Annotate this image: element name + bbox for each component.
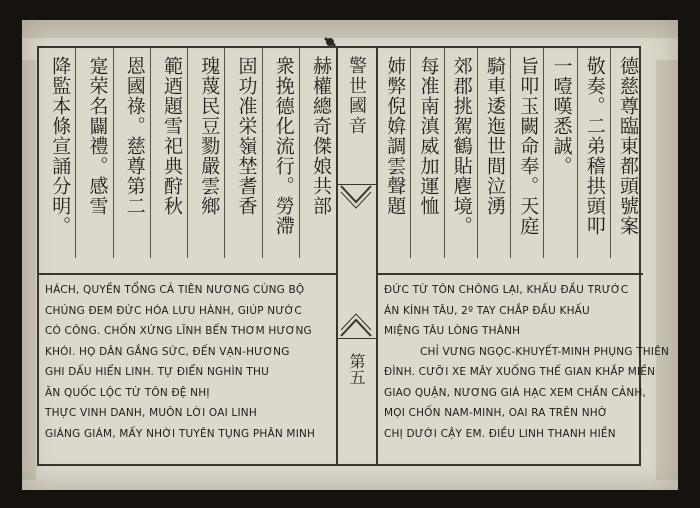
- fishtail-mark-icon: [339, 186, 373, 336]
- paper-edge-stain-right: [656, 60, 678, 480]
- quoc-ngu-line: MIỆNG TÂU LÒNG THÀNH: [384, 325, 521, 337]
- left-page-quoc-ngu-text: [45, 280, 330, 444]
- right-page-quoc-ngu-text: [384, 280, 670, 444]
- han-column: 郊郡挑駕鶴貼麀境。: [444, 48, 477, 258]
- quoc-ngu-line: ĐÌNH. CƯỠI XE MÂY XUỐNG THẾ GIAN KHẮP MIỀN: [384, 366, 656, 378]
- han-column: 恩國祿。慈尊第二: [113, 48, 150, 258]
- spine-divider: [336, 338, 376, 339]
- quoc-ngu-line: GIAO QUẬN, NƯƠNG GIÁ HẠC XEM CHẦN CẢNH,: [384, 386, 647, 399]
- han-column: 每准南滇威加運恤: [410, 48, 443, 258]
- page-frame: [37, 46, 670, 466]
- quoc-ngu-line: CHÚNG ĐEM ĐỨC HÓA LƯU HÀNH, GIÚP NƯỚC: [45, 304, 302, 317]
- quoc-ngu-line: ĐỨC TỪ TÔN CHÔNG LẠI, KHẤU ĐẦU TRƯỚC: [384, 284, 629, 296]
- quoc-ngu-line: GIÁNG GIÁM, MẤY NHỜI TUYÊN TỤNG PHÂN MINH: [45, 427, 316, 440]
- paper-edge-stain-top: [22, 20, 678, 38]
- right-page-han-text: [378, 48, 643, 275]
- quoc-ngu-line: CHỈ VƯNG NGỌC-KHUYẾT-MINH PHỤNG THIÊN: [420, 345, 670, 358]
- quoc-ngu-line: KHÓI. HỌ DÂN GẮNG SỨC, ĐẾN VẠN-HƯƠNG: [45, 345, 290, 358]
- han-column: 瑰蔑民豆勠嚴雲鄉: [187, 48, 224, 258]
- quoc-ngu-line: ĂN QUỐC LỘC TỪ TÔN ĐỆ NHỊ: [45, 386, 210, 399]
- han-column: 範迺題雪祀典酧秋: [150, 48, 187, 258]
- quoc-ngu-line: GHI DẤU HIỂN LINH. TỰ ĐIỂN NGHÌN THU: [45, 366, 269, 378]
- center-spine: [336, 48, 376, 464]
- quoc-ngu-line: CHỊ DƯỚI CẬY EM. ĐIỀU LINH THANH HIỀN: [384, 427, 616, 440]
- han-column: 一噎嘆悉誠。: [543, 48, 576, 258]
- han-column: 敬奏。二弟稽拱頭叩: [577, 48, 610, 258]
- han-column: 德慈尊臨東都頭號案: [610, 48, 643, 258]
- right-page: [376, 48, 670, 464]
- han-column: 固功准栄嶺埜耆香: [224, 48, 261, 258]
- han-column: 騎車逶迤世間泣湧: [477, 48, 510, 258]
- quoc-ngu-line: CÓ CÔNG. CHỐN XỨNG LĨNH BẾN THƠM HƯƠNG: [45, 325, 312, 337]
- han-column: 姉弊倪媕調雲聲題: [384, 56, 407, 216]
- left-page: [39, 48, 338, 464]
- han-column: 赫權總奇傑娘共部: [299, 48, 336, 258]
- han-column: 衆挽德化流行。勞滯: [262, 48, 299, 258]
- han-column: 旨叩玉闕命奉。天庭: [510, 48, 543, 258]
- quoc-ngu-line: MỌI CHỐN NAM-MINH, OAI RA TRÊN NHỜ: [384, 407, 608, 419]
- quoc-ngu-line: ÁN KÍNH TÂU, 2º TAY CHẮP ĐẦU KHẤU: [384, 304, 590, 317]
- han-column: 降監本條宣誦分明。: [49, 56, 72, 236]
- spine-divider: [336, 184, 376, 185]
- book-title: 警世國音: [346, 56, 367, 136]
- han-column: 寔荣名闢禮。感雪: [75, 48, 112, 258]
- quoc-ngu-line: HÁCH, QUYỀN TỔNG CẢ TIÊN NƯƠNG CÙNG BỘ: [45, 284, 305, 296]
- paper-edge-stain-left: [22, 60, 36, 480]
- folio-number: 第五: [347, 353, 366, 385]
- quoc-ngu-line: THỰC VINH DANH, MUÔN LỜI OAI LINH: [45, 407, 257, 419]
- left-page-han-text: [39, 48, 336, 275]
